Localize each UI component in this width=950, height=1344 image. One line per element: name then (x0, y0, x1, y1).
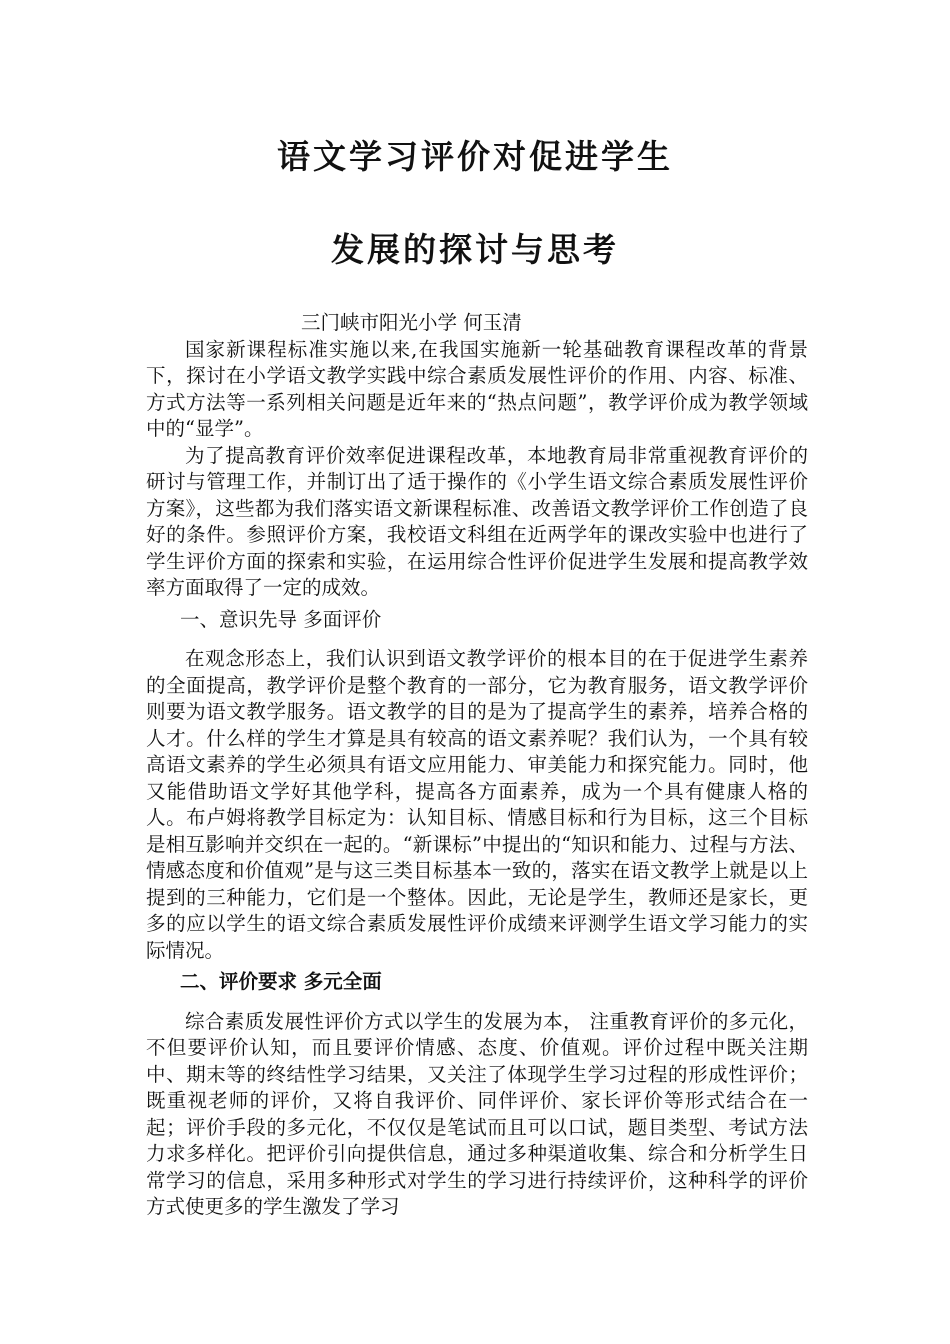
section2-paragraph: 综合素质发展性评价方式以学生的发展为本， 注重教育评价的多元化，不但要评价认知，而且要评价情感、态度、价值观。评价过程中既关注期中、期末等的终结性学习结果，又关注了体现学生学习过程的形成性评价；既重视老师的评价，又将自我评价、同伴评价、家长评价等形式结合在一起；评价手段的多元化，不仅仅是笔试而且可以口试，题目类型、考试方法力求多样化。把评价引向提供信息，通过多种渠道收集、综合和分析学生日常学习的信息，采用多种形式对学生的学习进行持续评价，这种科学的评价方式使更多的学生激发了学习 (146, 1009, 808, 1218)
section-heading-2: 二、评价要求 多元全面 (180, 970, 382, 993)
document-body (146, 310, 808, 1221)
author-line: 三门峡市阳光小学 何玉清 (301, 311, 522, 334)
intro-paragraph-1: 国家新课程标准实施以来,在我国实施新一轮基础教育课程改革的背景下，探讨在小学语文教学实践中综合素质发展性评价的作用、内容、标准、方式方法等一系列相关问题是近年来的“热点问题”，教学评价成为教学领域中的“显学”。 (146, 337, 808, 440)
section1-paragraph: 在观念形态上，我们认识到语文教学评价的根本目的在于促进学生素养的全面提高，教学评价是整个教育的一部分，它为教育服务，语文教学评价则要为语文教学服务。语文教学的目的是为了提高学生的素养，培养合格的人才。什么样的学生才算是具有较高的语文素养呢？我们认为，一个具有较高语文素养的学生必须具有语文应用能力、审美能力和探究能力。同时，他又能借助语文学好其他学科，提高各方面素养，成为一个具有健康人格的人。布卢姆将教学目标定为：认知目标、情感目标和行为目标，这三个目标是相互影响并交织在一起的。“新课标”中提出的“知识和能力、过程与方法、情感态度和价值观”是与这三类目标基本一致的，落实在语文教学上就是以上提到的三种能力，它们是一个整体。因此，无论是学生，教师还是家长，更多的应以学生的语文综合素质发展性评价成绩来评测学生语文学习能力的实际情况。 (146, 647, 808, 962)
document-title-line1: 语文学习评价对促进学生 (277, 137, 673, 176)
document-title-line2: 发展的探讨与思考 (331, 230, 619, 269)
intro-paragraph-2: 为了提高教育评价效率促进课程改革，本地教育局非常重视教育评价的研讨与管理工作，并制订出了适于操作的《小学生语文综合素质发展性评价方案》，这些都为我们落实语文新课程标准、改善语文教学评价工作创造了良好的条件。参照评价方案，我校语文科组在近两学年的课改实验中也进行了学生评价方面的探索和实验，在运用综合性评价促进学生发展和提高教学效率方面取得了一定的成效。 (146, 443, 808, 599)
section-heading-1: 一、意识先导 多面评价 (180, 607, 382, 631)
